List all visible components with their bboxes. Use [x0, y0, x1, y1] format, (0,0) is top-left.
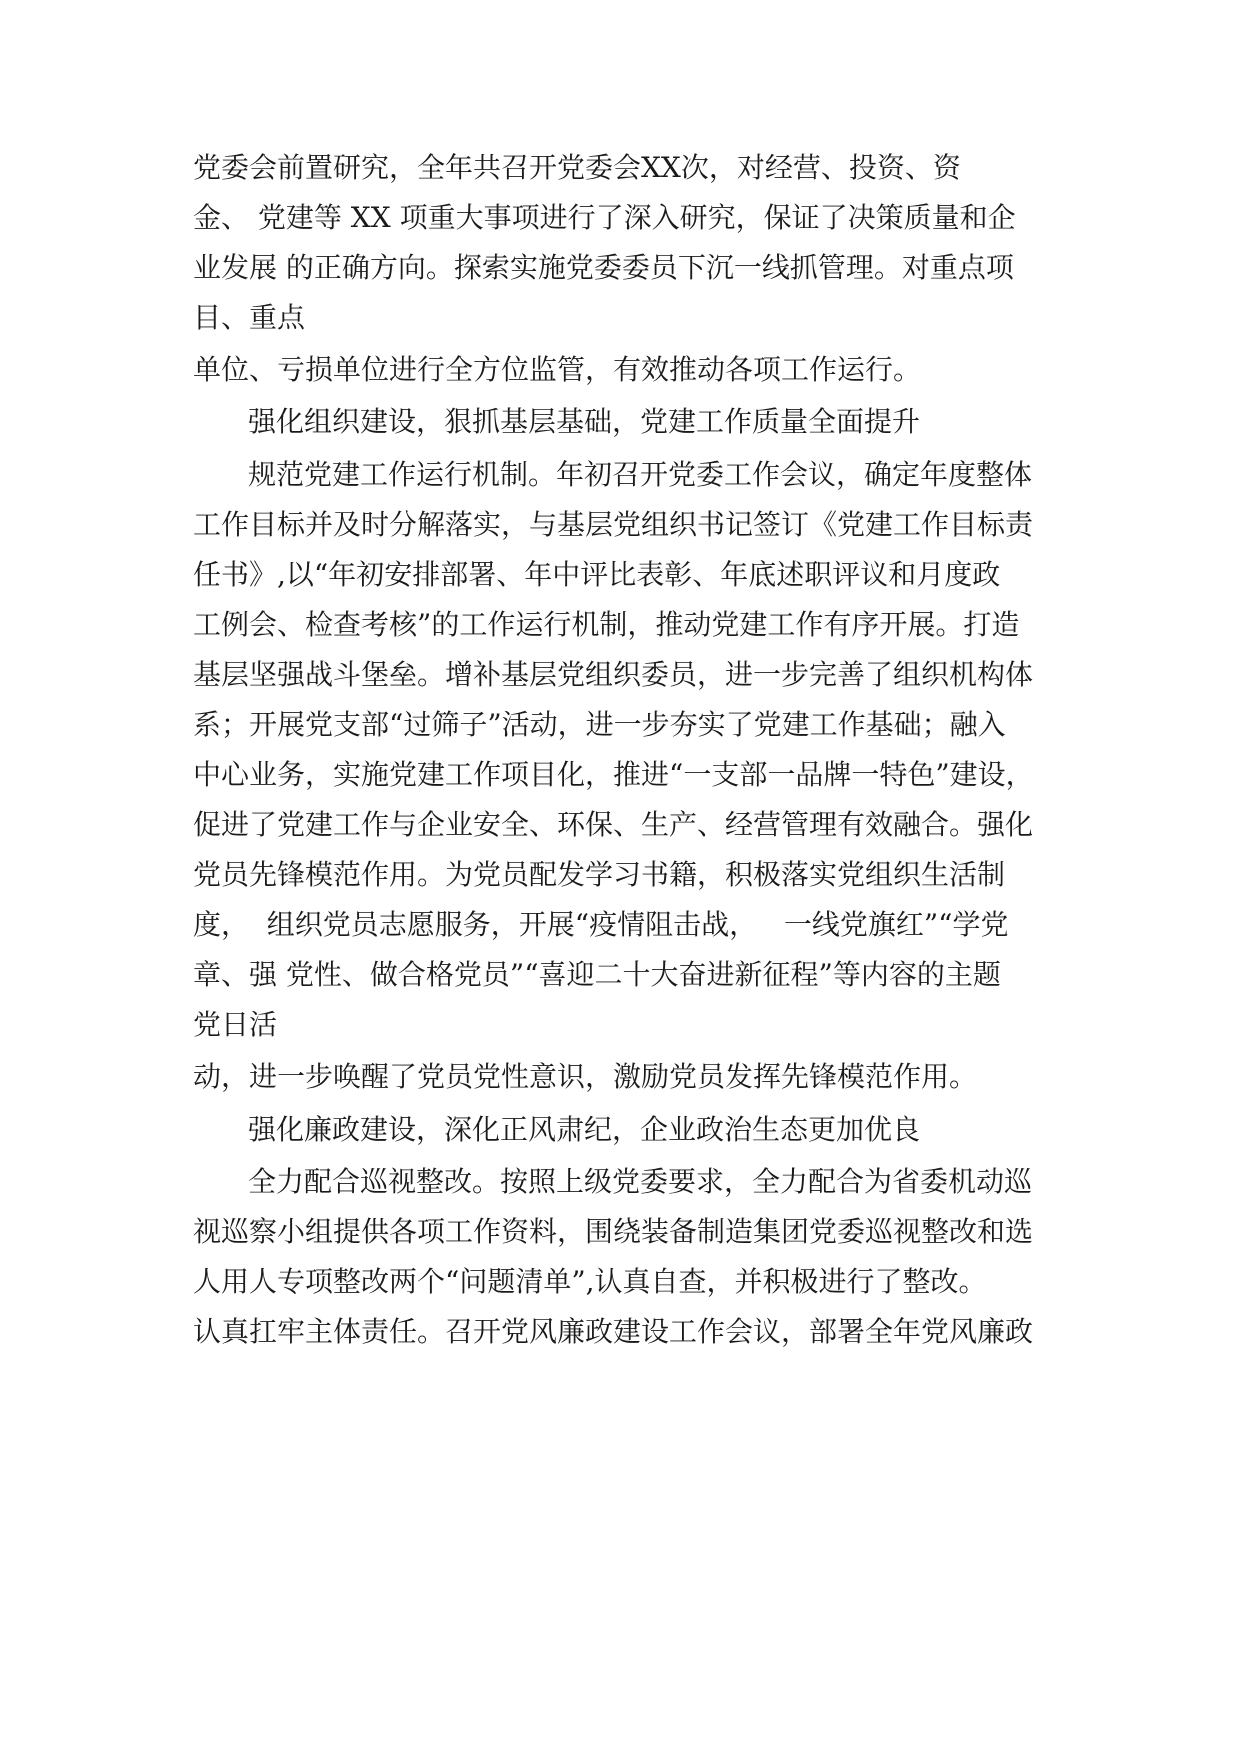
text-line: 工作目标并及时分解落实，与基层党组织书记签订《党建工作目标责 — [193, 508, 1034, 541]
text-line: 党委会前置研究，全年共召开党委会XX次，对经营、投资、资 — [193, 151, 961, 184]
text-line: 金、 党建等 XX 项重大事项进行了深入研究，保证了决策质量和企 — [193, 201, 1016, 234]
paragraph-first-line: 规范党建工作运行机制。年初召开党委工作会议，确定年度整体 — [248, 458, 1033, 491]
text-line: 认真扛牢主体责任。召开党风廉政建设工作会议，部署全年党风廉政 — [193, 1315, 1034, 1348]
section-heading: 强化组织建设，狠抓基层基础，党建工作质量全面提升 — [248, 405, 921, 438]
text-line: 党员先锋模范作用。为党员配发学习书籍，积极落实党组织生活制 — [193, 858, 1006, 891]
text-line: 任书》,以“年初安排部署、年中评比表彰、年底述职评议和月度政 — [193, 558, 1001, 591]
text-line: 党日活 — [193, 1008, 278, 1041]
text-line: 工例会、检查考核”的工作运行机制，推动党建工作有序开展。打造 — [193, 608, 1020, 641]
section-heading: 强化廉政建设，深化正风肃纪，企业政治生态更加优良 — [248, 1113, 921, 1146]
paragraph-first-line: 全力配合巡视整改。按照上级党委要求，全力配合为省委机动巡 — [248, 1165, 1033, 1198]
text-line: 动，进一步唤醒了党员党性意识，激励党员发挥先锋模范作用。 — [193, 1060, 978, 1093]
text-line: 度， 组织党员志愿服务，开展“疫情阻击战， 一线党旗红”“学党 — [193, 908, 1009, 941]
text-line: 基层坚强战斗堡垒。增补基层党组织委员，进一步完善了组织机构体 — [193, 658, 1034, 691]
text-line: 视巡察小组提供各项工作资料，围绕装备制造集团党委巡视整改和选 — [193, 1215, 1034, 1248]
text-line: 促进了党建工作与企业安全、环保、生产、经营管理有效融合。强化 — [193, 808, 1034, 841]
text-line: 单位、亏损单位进行全方位监管，有效推动各项工作运行。 — [193, 353, 922, 386]
text-line: 业发展 的正确方向。探索实施党委委员下沉一线抓管理。对重点项 — [193, 251, 1014, 284]
text-line: 目、重点 — [193, 301, 306, 334]
text-line: 章、强 党性、做合格党员”“喜迎二十大奋进新征程”等内容的主题 — [193, 958, 1001, 991]
text-line: 中心业务，实施党建工作项目化，推进“一支部一品牌一特色”建设， — [193, 758, 1034, 791]
text-line: 系；开展党支部“过筛子”活动，进一步夯实了党建工作基础；融入 — [193, 708, 1006, 741]
text-line: 人用人专项整改两个“问题清单”,认真自查，并积极进行了整改。 — [193, 1265, 987, 1298]
